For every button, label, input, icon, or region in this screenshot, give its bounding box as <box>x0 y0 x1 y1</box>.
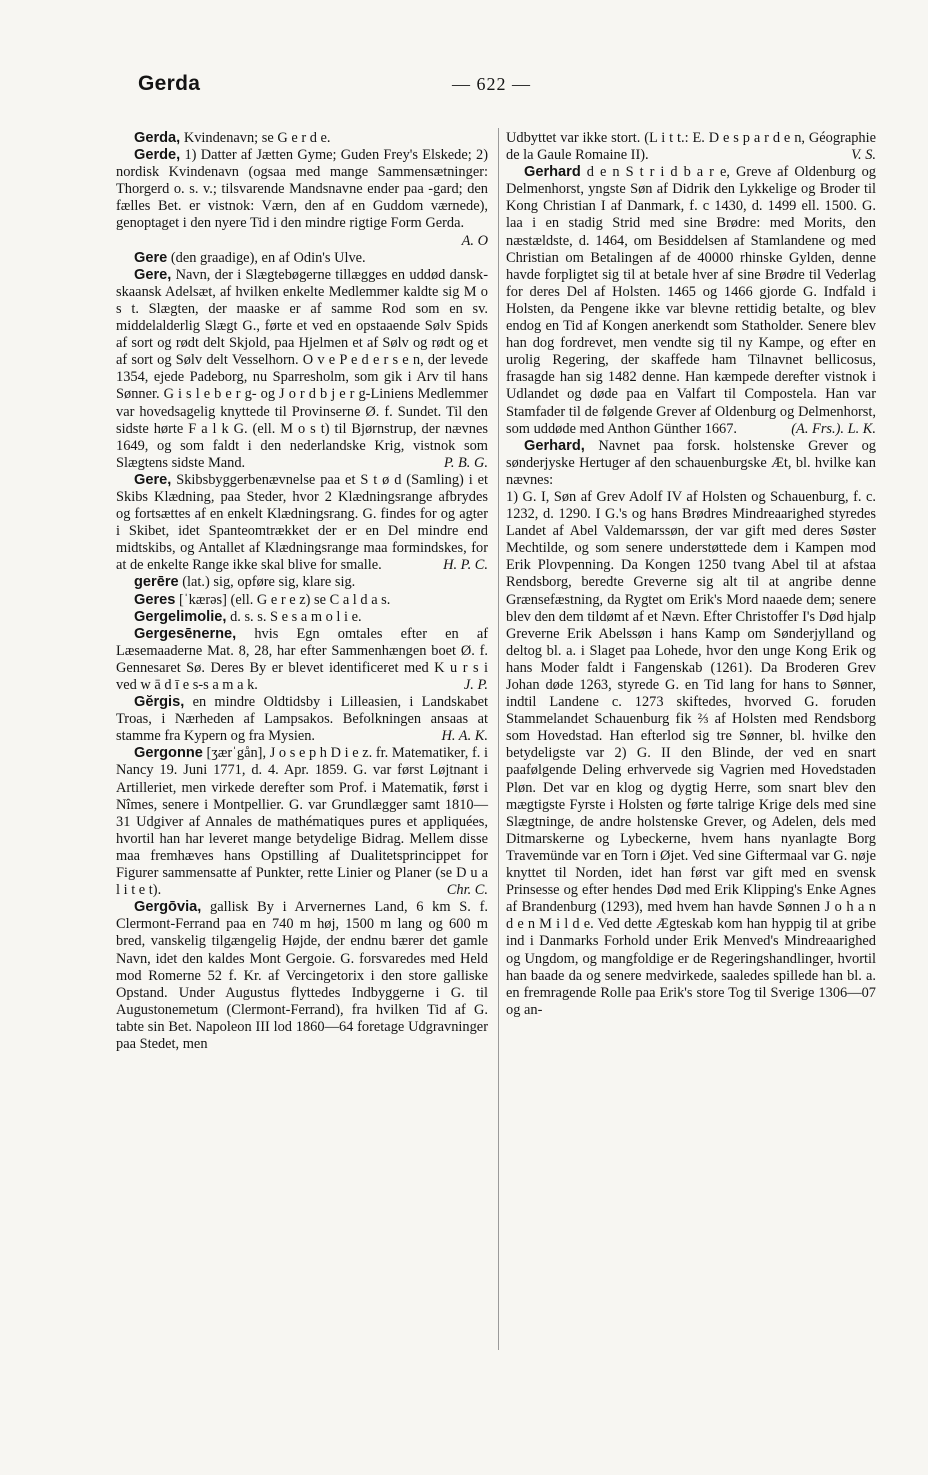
entry-headword: Gere, <box>134 266 172 283</box>
dictionary-entry <box>116 130 488 147</box>
dictionary-entry <box>116 899 488 1053</box>
entry-signature: V. S. <box>851 147 876 164</box>
entry-signature: Chr. C. <box>446 882 488 899</box>
entry-text: 1) G. I, Søn af Grev Adolf IV af Holsten og Schauenburg, f. c. 1232, d. 1290. I G.'s og hans Brødres Mindreaarighed styredes Landet af Abel Valdemarssøn, der var gift med deres Søster Mechtilde, og som senere understøttede dem i Kampen mod Erik Plovpenning. Da Kongen 1250 tvang Abel til at afstaa Rendsborg, beredte Greverne sig alt til at angribe denne Grænsefæstning, da Rygtet om Erik's Mord naaede dem; senere blev den dem tildømt af et Nævn. Efter Christoffer I's Død hjalp Greverne Erik Abelssøn i hans Kamp om Sønderjylland og deltog bl. a. i Slaget paa Lohede, hvor den unge Kong Erik og hans Moder faldt i Fangenskab (1261). Da Broderen Grev Johan døde 1263, styrede G. en Tid lang for hans to Sønner, indtil Landene c. 1273 skiftedes, hvorved G. foruden Stammelandet Schauenburg fik ⅔ af Holsten med Rendsborg som Hovedstad. Han efterlod sig tre Sønner, bl. hvilke den betydeligste var 2) G. II den Blinde, der ved en snart paafølgende Deling erhvervede sig Vagrien med Hovedstaden Pløn. Det var en klog og dygtig Herre, som snart blev den mægtigste Fyrste i Holsten og førte talrige Krige dels med sine Slægtninge, de andre holstenske Grever, og Adelen, dels med Ditmarskerne og Lybeckerne, hvem hans nyanlagte Borg Travemünde var en Torn i Øjet. Ved sine Giftermaal var G. nøje knyttet til Norden, idet han først var gift med en svensk Prinsesse og efter hendes Død med Erik Klipping's Enke Agnes af Brandenburg (1293), med hvem han havde Sønnen J o h a n d e n M i l d e. Ved dette Ægteskab kom han hyppig til at gribe ind i Danmarks Forhold under Erik Menved's Mindreaarighed og Ungdom, og mangfoldige er de Regeringshandlinger, hvortil han baade da og senere medvirkede, saaledes spillede han bl. a. en fremragende Rolle paa Erik's store Tog til Sverige 1306—07 og an- <box>506 488 876 1018</box>
entry-text: (den graadige), en af Odin's Ulve. <box>167 249 366 266</box>
column-divider <box>498 128 499 1350</box>
entry-text: [ʒærˈgån], J o s e p h D i e z. fr. Matematiker, f. i Nancy 19. Juni 1771, d. 4. Apr. 1859. G. var først Løjtnant i Artilleriet, men virkede derefter som Prof. i Matematik, først i Nîmes, senere i Montpellier. G. var Grundlægger samt 1810—31 Udgiver af Annales de mathématiques pures et appliquées, hvortil han har leveret mange betydelige Bidrag. Mellem disse maa fremhæves hans Opstilling af Dualitetsprincippet for Figurer sammensatte af Punkter, rette Linier og Planer (se D u a l i t e t). <box>116 745 488 899</box>
left-column <box>116 130 488 1053</box>
entry-headword: Gerda, <box>134 130 181 146</box>
entry-signature: P. B. G. <box>443 454 488 471</box>
entry-signature: J. P. <box>463 677 488 693</box>
entry-text: Skibsbyggerbenævnelse paa et S t ø d (Samling) i et Skibs Klædning, paa Steder, hvor 2 Klædningsrange afbrydes og fortsættes af en enkelt Klædningsrang. G. findes for og agter i Skibet, idet Spanteomtrækket der er en Del mindre end midtskibs, og Antallet af Klædningsrange maa formindskes, for at de enkelte Range ikke skal blive for smalle. <box>116 471 488 574</box>
entry-signature: (A. Frs.). L. K. <box>791 420 876 437</box>
running-head-word: Gerda <box>138 72 201 95</box>
entry-headword: Gere, <box>134 471 172 488</box>
entry-headword: Gergelimolie, <box>134 608 227 625</box>
entry-headword: Gergesēnerne, <box>134 625 237 642</box>
entry-headword: gerēre <box>134 574 179 591</box>
entry-text: [ˈkærəs] (ell. G e r e z) se C a l d a s. <box>175 591 391 608</box>
entry-text: Udbyttet var ikke stort. (L i t t.: E. D e s p a r d e n, Géographie de la Gaule Romaine II). <box>506 130 876 164</box>
entry-text: d. s. s. S e s a m o l i e. <box>226 608 362 625</box>
entry-text: Navnet paa forsk. holstenske Grever og sønderjyske Hertuger af den schauenburgske Æt, bl. hvilke kan nævnes: <box>506 437 876 488</box>
dictionary-entry <box>506 438 876 489</box>
dictionary-entry <box>116 745 488 899</box>
entry-text: 1) Datter af Jætten Gyme; Guden Frey's Elskede; 2) nordisk Kvindenavn (ogsaa med mange Sammensætninger: Thorgerd o. s. v.; tilsvarende Mandsnavne ender paa -gard; den fælles Bet. er vistnok: Værn, den af en Guddom værnede), genoptaget i den nyere Tid i den mindre rigtige Form Gerda. <box>116 147 488 232</box>
dictionary-entry <box>116 472 488 575</box>
dictionary-entry <box>506 130 876 164</box>
entry-signature: H. A. K. <box>441 728 488 745</box>
entry-headword: Gĕrgis, <box>134 694 185 711</box>
right-column <box>506 130 876 1019</box>
entry-signature: A. O <box>461 232 488 249</box>
dictionary-entry <box>116 574 488 591</box>
entry-text: hvis Egn omtales efter en af Læsemaaderne Mat. 8, 28, har efter Sammenhængen boet Ø. f. Gennesaret Sø. Deres By er blevet identificeret med K u r s i ved w ā d ī e s-s a m a k. <box>116 625 488 693</box>
entry-headword: Gerde, <box>134 147 181 164</box>
entry-headword: Gerhard, <box>524 437 585 454</box>
entry-text: Navn, der i Slægtebøgerne tillægges en uddød dansk-skaansk Adelsæt, af hvilken enkelte Medlemmer kaldte sig M o s t. Slægten, der maaske er af samme Rod som en sv. middelalderlig Slægt G., førte et ved en opstaaende Sølv Spids af sort og rødt delt Skjold, paa Hjelmen et af Sølv og rødt og et af sort og Sølv delt Vesselhorn. O v e P e d e r s e n, der levede 1354, ejede Padeborg, nu Sparresholm, som gik i Arv til hans Sønner. G i s l e b e r g- og J o r d b j e r g-Liniens Medlemmer var hovedsagelig knyttede til Provinserne Ø. f. Sundet. Til den sidste hørte F a l k G. (ell. M o s t) til Bjørnstrup, der nævnes 1649, og som faldt i den nederlandske Krig, vistnok som Slægtens sidste Mand. <box>116 266 488 471</box>
entry-text: en mindre Oldtidsby i Lilleasien, i Landskabet Troas, i Nærheden af Lampsakos. Befolkningen ansaas at stamme fra Kypern og fra Mysien. <box>116 694 488 745</box>
entry-text: Kvindenavn; se G e r d e. <box>180 130 331 146</box>
dictionary-entry <box>116 626 488 694</box>
dictionary-entry <box>116 592 488 609</box>
dictionary-entry <box>116 694 488 745</box>
dictionary-entry <box>506 489 876 1019</box>
dictionary-entry <box>116 609 488 626</box>
entry-text: gallisk By i Arvernernes Land, 6 km S. f. Clermont-Ferrand paa en 740 m høj, 1500 m lang og 600 m bred, vanskelig tilgængelig Højde, der endnu bærer det gamle Navn, idet den kaldes Mont Gergoie. G. forsvaredes med Held mod Romerne 52 f. Kr. af Vercingetorix i den store galliske Opstand. Under Augustus flyttedes Indbyggerne i G. til Augustonemetum (Clermont-Ferrand), fra hvilken Tid af G. tabte sin Bet. Napoleon III lod 1860—64 foretage Udgravninger paa Stedet, men <box>116 899 488 1052</box>
dictionary-entry <box>116 250 488 267</box>
entry-headword: Gerhard <box>524 164 581 181</box>
entry-headword: Geres <box>134 591 176 608</box>
dictionary-entry <box>116 267 488 472</box>
entry-headword: Gergōvia, <box>134 899 202 916</box>
dictionary-entry <box>116 147 488 250</box>
running-head <box>138 72 890 102</box>
entry-headword: Gergonne <box>134 745 203 762</box>
page-number: — 622 — <box>452 74 531 94</box>
entry-signature: H. P. C. <box>443 557 488 574</box>
entry-text: (lat.) sig, opføre sig, klare sig. <box>178 574 356 591</box>
entry-headword: Gere <box>134 249 168 266</box>
dictionary-entry <box>506 164 876 438</box>
entry-text: d e n S t r i d b a r e, Greve af Oldenburg og Delmenhorst, yngste Søn af Didrik den Lykkelige og Broder til Kong Christian I af Danmark, f. c 1430, d. 1499 ell. 1500. G. laa i en stadig Strid med sine Brødre: med Morits, den næstældste, d. 1464, om Besiddelsen af Stamlandene og med Christian om Betalingen af de 40000 rhinske Gylden, denne havde forpligtet sig til at betale hver af sine Brødre til Vederlag for deres Del af Holsten. 1465 og 1466 gjorde G. Indfald i Holsten, da Pengene ikke var blevne rettidig betalte, og blev endog en Tid af Kongen anerkendt som Statholder. Senere blev han dog fordrevet, men vendte sig til ny Kampe, og efter en urolig Regering, der skaffede ham Tilnavnet bellicosus, frasagde han sig 1482 denne. Han kæmpede derefter vistnok i Udlandet og døde paa en Valfart til Compostela. Han var Stamfader til de følgende Grever af Oldenburg og Delmenhorst, som uddøde med Anthon Günther 1667. <box>506 164 876 437</box>
